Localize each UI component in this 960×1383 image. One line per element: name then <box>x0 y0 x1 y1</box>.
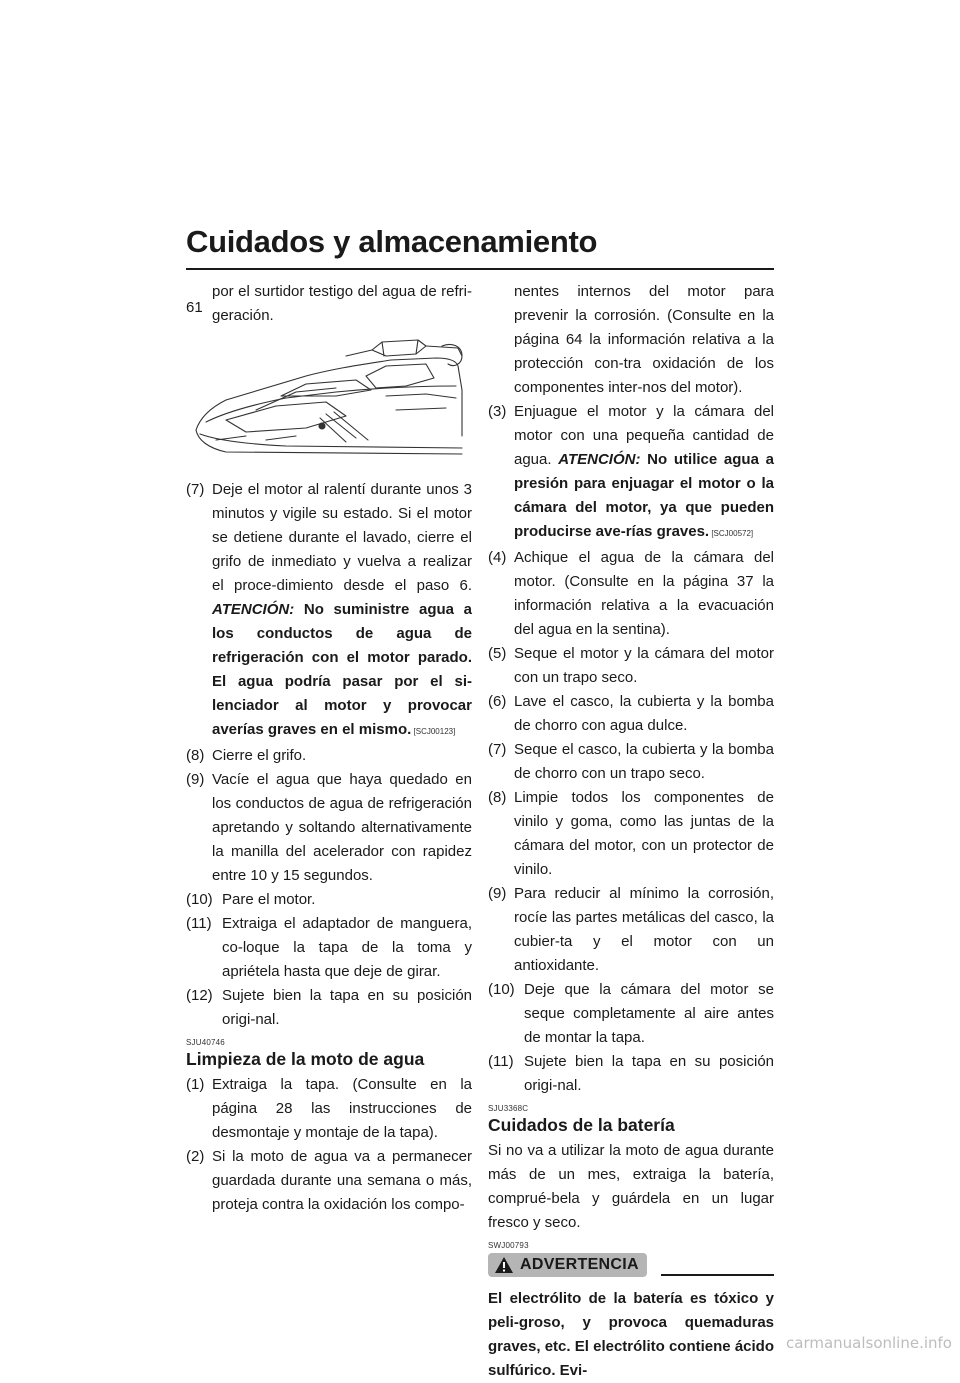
step-item <box>186 984 472 1032</box>
header-rule <box>186 268 774 270</box>
step-text: Extraiga el adaptador de manguera, co-loque la tapa de la toma y apriétela hasta que deje de girar. <box>222 915 472 980</box>
attention-text: No suministre agua a los conductos de agua de refrigeración con el motor parado. El agua podría pasar por el si-lenciador al motor y provocar averías graves en el mismo. <box>212 601 472 738</box>
step-text: Extraiga la tapa. (Consulte en la página 28 las instrucciones de desmontaje y montaje de la tapa). <box>212 1076 472 1141</box>
attention-label: ATENCIÓN: <box>212 601 295 618</box>
step-text: Seque el casco, la cubierta y la bomba de chorro con un trapo seco. <box>514 741 774 782</box>
step-number: (5) <box>488 645 507 662</box>
step-item <box>186 912 472 984</box>
step-number: (8) <box>488 789 507 806</box>
continued-text: nentes internos del motor para prevenir la corrosión. (Consulte en la página 64 la información relativa a la protección con-tra oxidación de los componentes inter-nos del motor). <box>514 283 774 396</box>
step-item <box>488 400 774 546</box>
step-number: (6) <box>488 693 507 710</box>
step-number: (4) <box>488 549 507 566</box>
step-text: Deje que la cámara del motor se seque completamente al aire antes de montar la tapa. <box>524 981 774 1046</box>
attention-label: ATENCIÓN: <box>558 451 641 468</box>
right-column <box>488 280 774 1383</box>
step-text: Deje el motor al ralentí durante unos 3 minutos y vigile su estado. Si el motor se detiene durante el lavado, cierre el grifo de inmediato y vuelva a realizar el proce-dimiento desde el paso 6. ATENCIÓN: No suministre agua a los conductos de agua de refrigeración con el motor parado. El agua podría pasar por el si-lenciador al motor y provocar averías graves en el mismo. [SCJ00123] <box>212 481 472 738</box>
step-item <box>488 642 774 690</box>
step-number: (11) <box>186 915 212 932</box>
reference-code: [SCJ00572] <box>709 529 754 538</box>
step-number: (12) <box>186 987 213 1004</box>
section-paragraph: Si no va a utilizar la moto de agua durante más de un mes, extraiga la batería, comprué-bela y guárdela en un lugar fresco y seco. <box>488 1142 774 1231</box>
step-number: (7) <box>186 481 205 498</box>
step-text: Pare el motor. <box>222 891 316 908</box>
step-item <box>186 888 472 912</box>
step-item <box>488 690 774 738</box>
step-text: Cierre el grifo. <box>212 747 307 764</box>
left-column <box>186 280 472 1217</box>
step-number: (2) <box>186 1148 205 1165</box>
section-heading: Limpieza de la moto de agua <box>186 1049 425 1069</box>
step-text: Enjuague el motor y la cámara del motor con una pequeña cantidad de agua. ATENCIÓN: No utilice agua a presión para enjuagar el motor o la cámara del motor, ya que pueden producirse ave-rías graves. [SCJ00572] <box>514 403 774 540</box>
warning-badge <box>488 1253 647 1277</box>
intro-text: por el surtidor testigo del agua de refri-geración. <box>212 283 472 324</box>
reference-code: [SCJ00123] <box>411 727 456 736</box>
section-code: SJU40746 <box>186 1038 225 1047</box>
step-item <box>186 478 472 744</box>
warning-triangle-icon <box>494 1256 514 1274</box>
step-number: (11) <box>488 1053 514 1070</box>
step-text: Seque el motor y la cámara del motor con un trapo seco. <box>514 645 774 686</box>
watermark: carmanualsonline.info <box>786 1334 952 1352</box>
step-item <box>186 768 472 888</box>
warning-header <box>488 1253 774 1277</box>
step-number: (9) <box>186 771 205 788</box>
step-number: (10) <box>488 981 515 998</box>
warning-rule <box>661 1274 774 1276</box>
step-item <box>488 786 774 882</box>
step-text: Para reducir al mínimo la corrosión, rocíe las partes metálicas del casco, la cubier-ta y el motor con un antioxidante. <box>514 885 774 974</box>
warning-code: SWJ00793 <box>488 1241 529 1250</box>
step-item <box>488 978 774 1050</box>
section-code: SJU3368C <box>488 1104 529 1113</box>
step-text: Achique el agua de la cámara del motor. (Consulte en la página 37 la información relativa a la evacuación del agua en la sentina). <box>514 549 774 638</box>
step-item <box>186 744 472 768</box>
step-number: (1) <box>186 1076 205 1093</box>
page-number: 61 <box>186 299 203 316</box>
step-text: Sujete bien la tapa en su posición origi-nal. <box>222 987 472 1028</box>
warning-text: El electrólito de la batería es tóxico y peli-groso, y provoca quemaduras graves, etc. El electrólito contiene ácido sulfúrico. Evi- <box>488 1290 774 1379</box>
step-number: (9) <box>488 885 507 902</box>
page-title: Cuidados y almacenamiento <box>186 224 598 259</box>
section-heading: Cuidados de la batería <box>488 1115 675 1135</box>
step-number: (7) <box>488 741 507 758</box>
step-item <box>488 738 774 786</box>
step-number: (3) <box>488 403 507 420</box>
step-item <box>488 882 774 978</box>
step-text: Lave el casco, la cubierta y la bomba de chorro con agua dulce. <box>514 693 774 734</box>
step-text: Sujete bien la tapa en su posición origi-nal. <box>524 1053 774 1094</box>
step-number: (8) <box>186 747 205 764</box>
attention-text: No utilice agua a presión para enjuagar el motor o la cámara del motor, ya que pueden producirse ave-rías graves. <box>514 451 774 540</box>
warning-label: ADVERTENCIA <box>520 1256 639 1273</box>
step-item <box>488 1050 774 1098</box>
step-item <box>186 1073 472 1145</box>
watercraft-illustration <box>186 336 472 464</box>
step-number: (10) <box>186 891 213 908</box>
step-item <box>186 1145 472 1217</box>
step-text: Si la moto de agua va a permanecer guardada durante una semana o más, proteja contra la oxidación los compo- <box>212 1148 472 1213</box>
step-text: Vacíe el agua que haya quedado en los conductos de agua de refrigeración apretando y soltando alternativamente la manilla del acelerador con rapidez entre 10 y 15 segundos. <box>212 771 472 884</box>
step-item <box>488 546 774 642</box>
step-text: Limpie todos los componentes de vinilo y goma, como las juntas de la cámara del motor, con un protector de vinilo. <box>514 789 774 878</box>
